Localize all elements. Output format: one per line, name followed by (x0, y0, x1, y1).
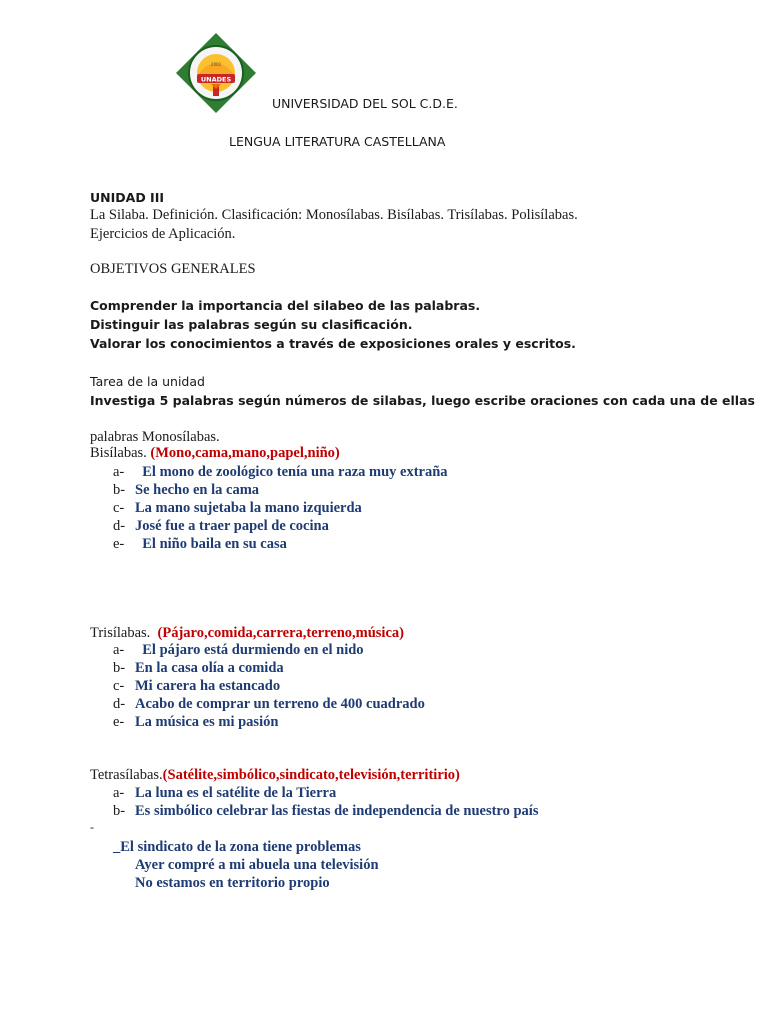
tetrasilabas-heading (90, 767, 460, 784)
list-item (113, 677, 425, 695)
sentence: La mano sujetaba la mano izquierda (135, 500, 362, 516)
sentence: Es simbólico celebrar las fiestas de independencia de nuestro país (135, 803, 539, 819)
task-heading: Tarea de la unidad (90, 374, 205, 389)
trisilabas-heading (90, 625, 404, 642)
sentence: Mi carera ha estancado (135, 678, 281, 694)
list-marker: b- (113, 803, 126, 819)
unit-exercises: Ejercicios de Aplicación. (90, 226, 236, 242)
sentence: Se hecho en la cama (135, 482, 260, 498)
bisilabas-label: Bisílabas. (90, 445, 151, 461)
bisilabas-list (113, 463, 448, 553)
trisilabas-list (113, 641, 425, 731)
trisilabas-label: Trisílabas. (90, 625, 158, 641)
extra-sentence: No estamos en territorio propio (135, 875, 330, 891)
subject-title: LENGUA LITERATURA CASTELLANA (229, 134, 446, 149)
logo-badge-text: UNADES (200, 75, 232, 84)
list-marker: d- (113, 696, 126, 712)
trisilabas-words: (Pájaro,comida,carrera,terreno,música) (157, 625, 404, 641)
list-marker: d- (113, 518, 126, 534)
list-item (113, 463, 448, 481)
sentence: José fue a traer papel de cocina (135, 518, 329, 534)
list-marker: b- (113, 482, 126, 498)
monosilabas-label: palabras Monosílabas. (90, 429, 220, 445)
sentence: En la casa olía a comida (135, 660, 284, 676)
list-item (113, 481, 448, 499)
sentence: El mono de zoológico tenía una raza muy extraña (135, 464, 448, 480)
objective-item: Valorar los conocimientos a través de exposiciones orales y escritos. (90, 336, 576, 351)
sentence: La música es mi pasión (135, 714, 279, 730)
list-item (113, 659, 425, 677)
stray-mark: - (90, 820, 94, 834)
sentence: El niño baila en su casa (135, 536, 287, 552)
logo-year: 2002 (210, 62, 222, 67)
objective-item: Distinguir las palabras según su clasificación. (90, 317, 413, 332)
unit-topics: La Silaba. Definición. Clasificación: Monosílabas. Bisílabas. Trisílabas. Polisílabas. (90, 207, 578, 223)
university-logo (175, 32, 257, 114)
objectives-heading: OBJETIVOS GENERALES (90, 261, 256, 277)
sentence: La luna es el satélite de la Tierra (135, 785, 337, 801)
tetrasilabas-words: (Satélite,simbólico,sindicato,televisión,territirio) (162, 767, 460, 783)
list-marker: a- (113, 642, 125, 658)
list-marker: b- (113, 660, 126, 676)
university-name: UNIVERSIDAD DEL SOL C.D.E. (272, 96, 458, 111)
sentence: El pájaro está durmiendo en el nido (135, 642, 364, 658)
bisilabas-heading (90, 445, 340, 462)
list-item (113, 802, 538, 820)
sentence: Acabo de comprar un terreno de 400 cuadrado (135, 696, 425, 712)
list-item (113, 713, 425, 731)
list-item (113, 641, 425, 659)
unit-title: UNIDAD III (90, 190, 164, 205)
list-item (113, 695, 425, 713)
task-instruction: Investiga 5 palabras según números de silabas, luego escribe oraciones con cada una de ellas (90, 393, 755, 408)
list-marker: c- (113, 678, 125, 694)
extra-sentence: _El sindicato de la zona tiene problemas (113, 839, 361, 855)
list-marker: e- (113, 536, 125, 552)
list-marker: e- (113, 714, 125, 730)
objective-item: Comprender la importancia del silabeo de las palabras. (90, 298, 481, 313)
bisilabas-words: (Mono,cama,mano,papel,niño) (150, 445, 340, 461)
tetrasilabas-list (113, 784, 538, 820)
list-marker: a- (113, 464, 125, 480)
list-item (113, 784, 538, 802)
tetrasilabas-label: Tetrasílabas. (90, 767, 163, 783)
list-marker: a- (113, 785, 125, 801)
extra-sentence: Ayer compré a mi abuela una televisión (135, 857, 379, 873)
list-item (113, 499, 448, 517)
list-item (113, 517, 448, 535)
list-item (113, 535, 448, 553)
list-marker: c- (113, 500, 125, 516)
